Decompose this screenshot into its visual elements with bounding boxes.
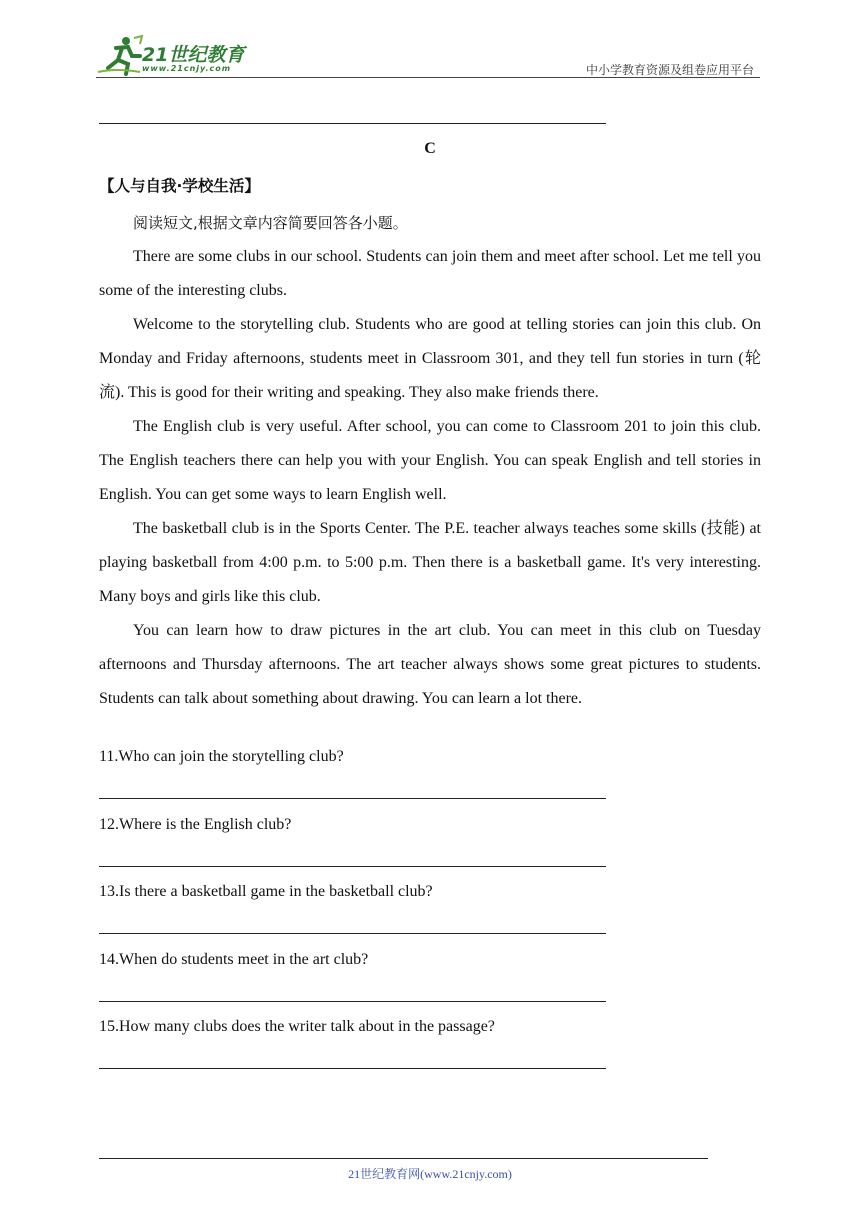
footer-link[interactable]: 21世纪教育网(www.21cnjy.com) [348,1167,512,1181]
question-14: 14.When do students meet in the art club? [99,951,369,968]
passage [99,206,761,716]
section-letter: C [424,140,436,157]
runner-icon [96,34,144,78]
section-topic: 【人与自我·学校生活】 [99,177,260,195]
answer-line-13[interactable] [99,933,606,934]
paragraph-5: You can learn how to draw pictures in the art club. You can meet in this club on Tuesday afternoons and Thursday afternoons. The art teacher always shows some great pictures to students. Students can talk about something about drawing. You can learn a lot there. [99,622,761,707]
answer-line [99,123,606,124]
paragraph-4: The basketball club is in the Sports Center. The P.E. teacher always teaches some skills (技能) at playing basketball from 4:00 p.m. to 5:00 p.m. Then there is a basketball game. It's very interesting. Many boys and girls like this club. [99,520,761,605]
footer-rule [99,1158,708,1159]
paragraph-1: There are some clubs in our school. Students can join them and meet after school. Let me tell you some of the interesting clubs. [99,248,761,299]
answer-line-14[interactable] [99,1001,606,1002]
answer-line-11[interactable] [99,798,606,799]
logo-text: 21世纪教育 [142,44,245,66]
header-platform-text: 中小学教育资源及组卷应用平台 [585,63,754,77]
answer-line-15[interactable] [99,1068,606,1069]
page-header [96,34,760,78]
paragraph-3: The English club is very useful. After school, you can come to Classroom 201 to join this club. The English teachers there can help you with your English. You can speak English and tell stories in English. You can get some ways to learn English well. [99,418,761,503]
question-12: 12.Where is the English club? [99,816,292,833]
header-rule [96,77,760,78]
question-11: 11.Who can join the storytelling club? [99,748,344,765]
question-13: 13.Is there a basketball game in the basketball club? [99,883,433,900]
instruction: 阅读短文,根据文章内容简要回答各小题。 [133,214,408,232]
question-15: 15.How many clubs does the writer talk about in the passage? [99,1018,495,1035]
paragraph-2: Welcome to the storytelling club. Students who are good at telling stories can join this club. On Monday and Friday afternoons, students meet in Classroom 301, and they tell fun stories in turn (轮流). This is good for their writing and speaking. They also make friends there. [99,316,761,401]
answer-line-12[interactable] [99,866,606,867]
logo [96,34,266,78]
logo-url: www.21cnjy.com [142,64,232,73]
